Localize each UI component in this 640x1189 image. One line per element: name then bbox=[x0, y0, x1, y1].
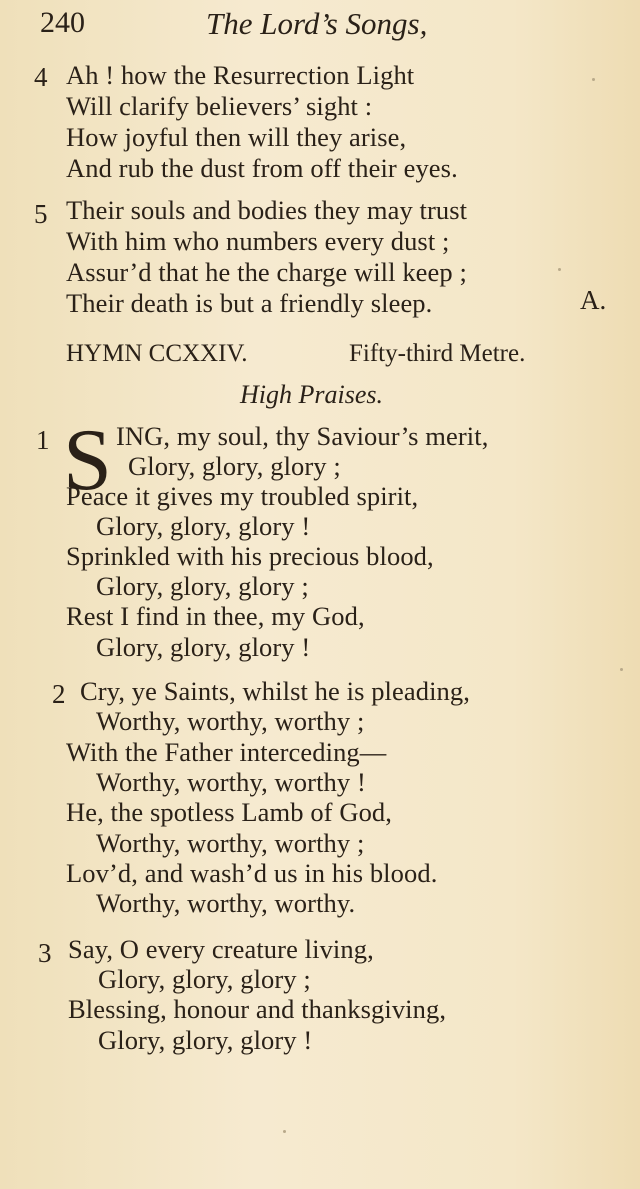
hymn-title bbox=[66, 340, 526, 368]
verse-line: Worthy, worthy, worthy ! bbox=[96, 767, 366, 797]
verse-number: 4 bbox=[34, 62, 48, 92]
verse-line: Ah ! how the Resurrection Light bbox=[66, 60, 415, 90]
verse-line: With him who numbers every dust ; bbox=[66, 226, 450, 256]
hymn-metre: Fifty-third Metre. bbox=[349, 340, 526, 367]
page-header bbox=[40, 6, 480, 46]
verse-line: Their death is but a friendly sleep. bbox=[66, 288, 433, 318]
verse-line: Glory, glory, glory ! bbox=[98, 1025, 313, 1055]
verse-line: Worthy, worthy, worthy. bbox=[96, 888, 356, 918]
paper-speck bbox=[558, 268, 561, 271]
verse-number: 2 bbox=[52, 679, 66, 709]
verse-line: He, the spotless Lamb of God, bbox=[66, 797, 392, 827]
paper-speck bbox=[620, 668, 623, 671]
verse-line: Worthy, worthy, worthy ; bbox=[96, 706, 365, 736]
verse-line: Glory, glory, glory ; bbox=[96, 571, 309, 601]
page-number: 240 bbox=[40, 6, 85, 39]
drop-cap: S bbox=[63, 412, 112, 509]
verse-line: ING, my soul, thy Saviour’s merit, bbox=[116, 421, 489, 451]
verse-line: Their souls and bodies they may trust bbox=[66, 195, 468, 225]
verse-line: Glory, glory, glory ; bbox=[98, 964, 311, 994]
author-signature: A. bbox=[580, 285, 607, 315]
verse-line: Peace it gives my troubled spirit, bbox=[66, 481, 419, 511]
verse-line: Blessing, honour and thanksgiving, bbox=[68, 994, 447, 1024]
verse-number: 5 bbox=[34, 199, 48, 229]
verse-line: Sprinkled with his precious blood, bbox=[66, 541, 434, 571]
verse-line: Rest I find in thee, my God, bbox=[66, 601, 365, 631]
hymn-number: HYMN CCXXIV. bbox=[66, 340, 248, 367]
verse-line: Lov’d, and wash’d us in his blood. bbox=[66, 858, 438, 888]
running-title: The Lord’s Songs, bbox=[206, 6, 428, 41]
verse-number: 3 bbox=[38, 938, 52, 968]
paper-speck bbox=[592, 78, 595, 81]
verse-number: 1 bbox=[36, 425, 50, 455]
verse-line: Assur’d that he the charge will keep ; bbox=[66, 257, 467, 287]
verse-line: And rub the dust from off their eyes. bbox=[66, 153, 458, 183]
verse-line: Glory, glory, glory ! bbox=[96, 632, 311, 662]
verse-line: Say, O every creature living, bbox=[68, 934, 374, 964]
verse-line: With the Father interceding— bbox=[66, 737, 387, 767]
verse-line: Cry, ye Saints, whilst he is pleading, bbox=[80, 676, 470, 706]
verse-line: Glory, glory, glory ; bbox=[128, 451, 341, 481]
verse-line: Worthy, worthy, worthy ; bbox=[96, 828, 365, 858]
verse-line: How joyful then will they arise, bbox=[66, 122, 407, 152]
verse-line: Glory, glory, glory ! bbox=[96, 511, 311, 541]
verse-line: Will clarify believers’ sight : bbox=[66, 91, 373, 121]
hymn-subtitle: High Praises. bbox=[240, 380, 383, 409]
paper-speck bbox=[283, 1130, 286, 1133]
